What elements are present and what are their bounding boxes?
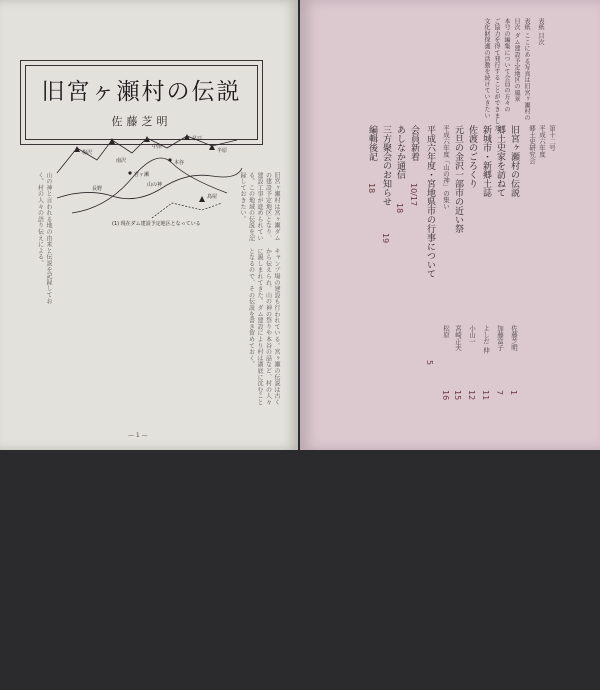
map-label: 中津 (152, 144, 163, 150)
map-label: 山の神 (147, 182, 163, 188)
toc-item-author: よしだ 伸 (482, 325, 490, 354)
toc-extra-title[interactable]: あしなか通信 (395, 125, 405, 179)
issue-line: 平成六年度 (538, 125, 546, 158)
map-caption: (1) 現在ダム建設予定地区となっている (112, 221, 201, 227)
left-page (0, 0, 298, 450)
toc-item-author: 小山一 (468, 325, 476, 345)
peak-marker (199, 196, 205, 202)
page-number: — 1 — (128, 432, 148, 439)
notes-heading: 表紙 目次 (537, 18, 544, 46)
toc-item-title[interactable]: 元旦の金沢一部市の近い祭 (453, 125, 463, 233)
toc-page-number: 15 (453, 390, 462, 401)
toc-extra-title[interactable]: 三方聚会のお知らせ (381, 125, 391, 206)
map-label: 梅沢 (82, 150, 93, 156)
toc-item-title[interactable]: 旧宮ヶ瀬村の伝説 (509, 125, 519, 197)
toc-item-author: 佐藤芝明 (510, 325, 518, 351)
map-label: 半原 (217, 148, 228, 154)
article-body-text: 旧宮ヶ瀬村は宮ヶ瀬ダムの建設予定地区となり、建設工事が進められている。この地域の伝説を記録しておきたい。 (239, 172, 280, 242)
issue-line: 郷土史研究会 (528, 125, 536, 164)
article-body-text: キャンプ場の建設も行われている。宮ヶ瀬の伝説は古くから伝えられ、山の神の祭りや本谷の話など、村の人々に親しまれてきた。ダム建設により村は湖底に沈むこととなるので、その伝説を書き留めておく。 (247, 248, 280, 406)
area-map (52, 118, 244, 230)
toc-item-author: 宮崎正夫 (454, 325, 462, 351)
article-title: 旧宮ヶ瀬村の伝説 (41, 79, 242, 105)
toc-item-author: 加藤富子 (496, 325, 504, 351)
toc-page-number: 5 (425, 360, 434, 366)
map-label: 鳥屋 (207, 194, 218, 200)
toc-item-author: 松原 (442, 325, 450, 338)
toc-item-title[interactable]: 郷土史家を訪ねて (495, 125, 505, 197)
toc-page-number: 18 (395, 203, 404, 214)
map-label: 早戸 (192, 136, 203, 142)
map-label: 本谷 (174, 160, 185, 166)
map-label: 宮ヶ瀬 (134, 172, 150, 178)
toc-extra-title[interactable]: 編輯後記 (367, 125, 377, 161)
map-label: 南沢 (116, 158, 127, 164)
notes-line: ご協力を得て発行することができました (493, 18, 500, 132)
toc-page-number: 10/17 (409, 183, 418, 207)
map-label: 長野 (92, 186, 103, 192)
right-page (300, 0, 600, 450)
toc-page-number: 18 (367, 183, 376, 194)
article-body-text: 山の神と言われる地の由来と伝説を記録しておく。村の人々の語り伝えによる。 (36, 172, 52, 305)
notes-block (312, 18, 544, 136)
table-of-contents (308, 125, 568, 425)
notes-line: 目次 ダム建設予定地区の風景 (513, 18, 520, 103)
toc-page-number: 12 (467, 390, 476, 401)
article-author: 佐藤芝明 (111, 115, 172, 128)
notes-line: 本号の編集について会員の方々の (503, 18, 510, 113)
toc-item-title[interactable]: 佐渡のごろくり (467, 125, 477, 188)
village-marker (128, 171, 131, 174)
toc-item-title[interactable]: 平成六年度「山の神」の集い (442, 125, 450, 210)
toc-page-number: 7 (495, 390, 504, 396)
toc-item-title[interactable]: 新城市・新郷土誌 (481, 125, 491, 197)
road-line (152, 203, 222, 218)
toc-page-number: 19 (381, 233, 390, 244)
issue-line: 第十二号 (548, 125, 556, 151)
toc-page-number: 16 (441, 390, 450, 401)
toc-extra-title[interactable]: 会員新着 (409, 125, 419, 161)
notes-line: 文化財保護の活動を続けていきたい (483, 18, 490, 119)
notes-line: 表紙 ここにある写真は旧宮ヶ瀬村の (523, 18, 530, 122)
toc-subtitle: 平成六年度・宮地県市の行事について (425, 125, 435, 278)
toc-page-number: 11 (481, 390, 490, 401)
toc-page-number: 1 (509, 390, 518, 396)
village-marker (168, 158, 171, 161)
